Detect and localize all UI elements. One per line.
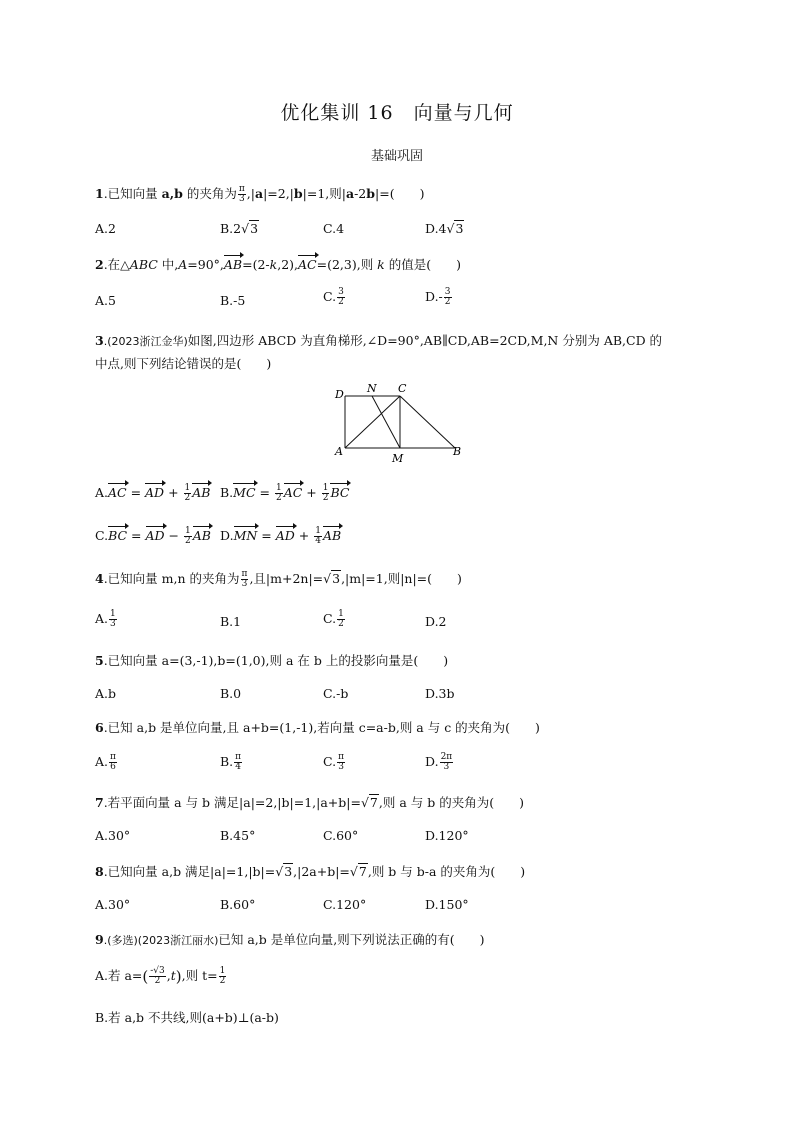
q1-option-d: D.4√3: [425, 221, 464, 236]
q4-option-b: B.1: [220, 614, 242, 629]
label-d: D: [335, 388, 344, 401]
section-subtitle: 基础巩固: [370, 149, 423, 164]
q5-option-b: B.0: [220, 686, 242, 701]
q3-option-d: D.MN = AD + $\frac{1}{4}$ AB: [220, 526, 342, 546]
question-6: 6.已知 a,b 是单位向量,且 a+b=(1,-1),若向量 c=a-b,则 a 与 c 的夹角为( ): [95, 720, 540, 735]
question-3-line-2: 中点,则下列结论错误的是( ): [95, 356, 272, 371]
question-5: 5.已知向量 a=(3,-1),b=(1,0),则 a 在 b 上的投影向量是( ): [95, 653, 449, 668]
q5-option-a: A.b: [95, 686, 117, 701]
q2-option-d: D.- $\frac{3}{2}$: [425, 287, 451, 307]
q5-option-d: D.3b: [425, 686, 455, 701]
segment-nm: [372, 396, 400, 448]
question-7: 7.若平面向量 a 与 b 满足|a|=2,|b|=1,|a+b|=√7,则 a 与 b 的夹角为( ): [95, 795, 524, 810]
label-a: A: [335, 445, 343, 458]
q6-option-a: A. $\frac{\pi}{6}$: [95, 752, 116, 772]
label-b: B: [453, 445, 462, 458]
q6-option-d: D. $\frac{2\pi}{3}$: [425, 752, 453, 772]
trapezoid-figure: [330, 380, 470, 466]
q8-option-a: A.30°: [95, 897, 131, 912]
label-m: M: [392, 452, 404, 465]
question-3-line-1: 3.(2023浙江金华)如图,四边形 ABCD 为直角梯形,∠D=90°,AB∥CD,AB=2CD,M,N 分别为 AB,CD 的: [95, 333, 663, 348]
q8-option-b: B.60°: [220, 897, 256, 912]
q9-option-a: A.若 a=( $\frac{-√3}{2}$ ,t),则 t= $\frac{1}{2}$: [95, 966, 226, 986]
q2-option-a: A.5: [95, 293, 116, 308]
q3-option-a: A.AC = AD + $\frac{1}{2}$ AB: [95, 483, 211, 503]
q2-option-b: B.-5: [220, 293, 246, 308]
q3-option-b: B.MC = $\frac{1}{2}$ AC + $\frac{1}{2}$ BC: [220, 483, 350, 503]
question-8: 8.已知向量 a,b 满足|a|=1,|b|=√3,|2a+b|=√7,则 b 与 b-a 的夹角为( ): [95, 864, 526, 879]
question-2: 2.在△ABC 中,A=90°,AB=(2-k,2),AC=(2,3),则 k 的值是( ): [95, 257, 461, 272]
question-4: 4.已知向量 m,n 的夹角为 $\frac{\pi}{3}$ ,且|m+2n|=√3,|m|=1,则|n|=( ): [95, 569, 462, 589]
q7-option-d: D.120°: [425, 828, 469, 843]
q6-option-c: C. $\frac{\pi}{3}$: [323, 752, 345, 772]
q1-option-a: A.2: [95, 221, 116, 236]
q4-option-d: D.2: [425, 614, 447, 629]
q4-option-c: C. $\frac{1}{2}$: [323, 609, 344, 629]
q8-option-d: D.150°: [425, 897, 469, 912]
q4-option-a: A. $\frac{1}{3}$: [95, 609, 116, 629]
q1-option-c: C.4: [323, 221, 345, 236]
q8-option-c: C.120°: [323, 897, 367, 912]
label-c: C: [398, 382, 407, 395]
q3-option-c: C.BC = AD − $\frac{1}{2}$ AB: [95, 526, 211, 546]
question-1: 1.已知向量 a,b 的夹角为 $\frac{\pi}{3}$ ,|a|=2,|b|=1,则|a-2b|=( ): [95, 184, 425, 204]
fraction: $\frac{\pi}{3}$: [238, 184, 245, 204]
q9-option-b: B.若 a,b 不共线,则(a+b)⊥(a-b): [95, 1010, 279, 1025]
segment-ac: [345, 396, 400, 448]
q7-option-c: C.60°: [323, 828, 359, 843]
label-n: N: [367, 382, 377, 395]
q6-option-b: B. $\frac{\pi}{4}$: [220, 752, 242, 772]
q7-option-a: A.30°: [95, 828, 131, 843]
q1-option-b: B.2√3: [220, 221, 259, 236]
q7-option-b: B.45°: [220, 828, 256, 843]
question-9: 9.(多选)(2023浙江丽水)已知 a,b 是单位向量,则下列说法正确的有( ): [95, 932, 485, 947]
page-title: 优化集训 16 向量与几何: [280, 102, 514, 124]
q5-option-c: C.-b: [323, 686, 349, 701]
q2-option-c: C. $\frac{3}{2}$: [323, 287, 344, 307]
segment-cb: [400, 396, 455, 448]
